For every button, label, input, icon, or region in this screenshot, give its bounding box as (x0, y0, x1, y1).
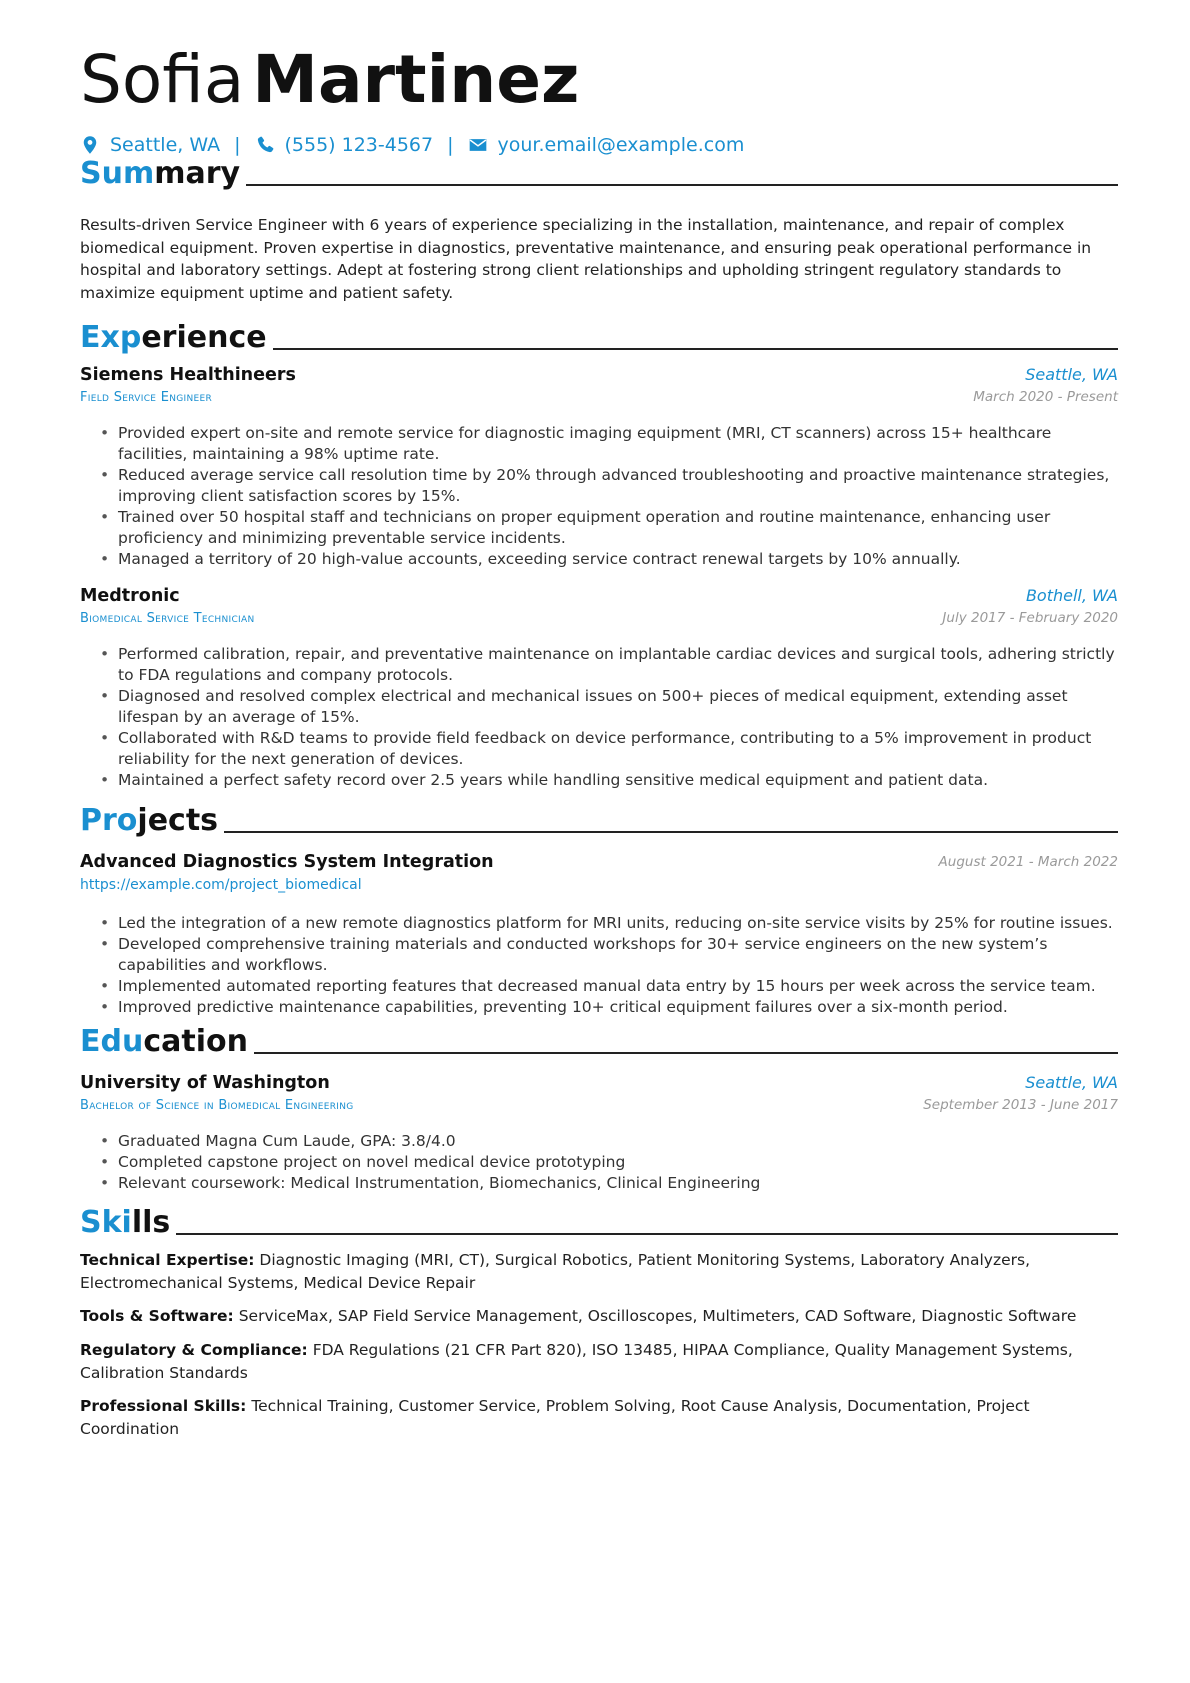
experience-heading (80, 320, 1118, 356)
experience-bullets-siemens (100, 423, 1118, 570)
experience-heading-accent: Exp (80, 320, 142, 355)
map-pin-icon (80, 135, 100, 155)
separator: | (447, 134, 454, 156)
section-rule (176, 1233, 1118, 1235)
project-name: Advanced Diagnostics System Integration (80, 852, 494, 872)
experience-heading-rest: erience (141, 320, 267, 355)
education-bullets (100, 1131, 1118, 1194)
projects-heading-accent: Pro (80, 803, 138, 838)
job-title: Field Service Engineer (80, 390, 213, 405)
list-item: • Completed capstone project on novel medical device prototyping (100, 1152, 1118, 1173)
candidate-name (80, 40, 579, 120)
list-item: • Developed comprehensive training materials and conducted workshops for 30+ service engineers on the new system’s capabilities and workflows. (100, 934, 1118, 976)
list-item: • Relevant coursework: Medical Instrumentation, Biomechanics, Clinical Engineering (100, 1173, 1118, 1194)
skill-row-regulatory (80, 1339, 1118, 1384)
education-heading (80, 1024, 1118, 1060)
list-item: • Trained over 50 hospital staff and technicians on proper equipment operation and routine maintenance, enhancing user proficiency and minimizing preventable service incidents. (100, 507, 1118, 549)
skills-heading-rest: lls (131, 1205, 171, 1240)
skill-label: Professional Skills: (80, 1397, 247, 1415)
projects-heading (80, 803, 1118, 839)
envelope-icon (468, 135, 488, 155)
last-name: Martinez (252, 41, 580, 118)
list-item: • Collaborated with R&D teams to provide field feedback on device performance, contributing to a 5% improvement in product reliability for the next generation of devices. (100, 728, 1118, 770)
company-name: Medtronic (80, 586, 180, 606)
list-item: • Implemented automated reporting features that decreased manual data entry by 15 hours per week across the service team. (100, 976, 1118, 997)
contact-line (80, 134, 744, 156)
list-item: • Managed a territory of 20 high-value accounts, exceeding service contract renewal targets by 10% annually. (100, 549, 1118, 570)
list-item: • Led the integration of a new remote diagnostics platform for MRI units, reducing on-site service visits by 25% for routine issues. (100, 913, 1118, 934)
list-item: • Improved predictive maintenance capabilities, preventing 10+ critical equipment failures over a six-month period. (100, 997, 1118, 1018)
education-dates: September 2013 - June 2017 (923, 1097, 1118, 1113)
section-rule (246, 184, 1118, 186)
skill-label: Technical Expertise: (80, 1251, 255, 1269)
job-dates: July 2017 - February 2020 (942, 610, 1118, 626)
skills-heading (80, 1205, 1118, 1241)
job-dates: March 2020 - Present (973, 389, 1118, 405)
section-rule (224, 831, 1118, 833)
skill-value: ServiceMax, SAP Field Service Management, Oscilloscopes, Multimeters, CAD Software, Diagnostic Software (238, 1307, 1077, 1325)
school-location: Seattle, WA (1025, 1073, 1118, 1092)
projects-heading-rest: jects (137, 803, 219, 838)
list-item: • Provided expert on-site and remote service for diagnostic imaging equipment (MRI, CT scanners) across 15+ healthcare facilities, maintaining a 98% uptime rate. (100, 423, 1118, 465)
phone-link[interactable]: (555) 123-4567 (284, 134, 434, 156)
skill-row-professional (80, 1395, 1118, 1440)
location-text: Seattle, WA (110, 134, 221, 156)
phone-icon (255, 135, 275, 155)
company-name: Siemens Healthineers (80, 365, 296, 385)
project-link[interactable]: https://example.com/project_biomedical (80, 877, 362, 893)
list-item: • Reduced average service call resolution time by 20% through advanced troubleshooting and proactive maintenance strategies, improving client satisfaction scores by 15%. (100, 465, 1118, 507)
section-rule (273, 348, 1118, 350)
school-name: University of Washington (80, 1073, 330, 1093)
project-dates: August 2021 - March 2022 (938, 854, 1118, 870)
summary-heading (80, 156, 1118, 192)
skill-label: Tools & Software: (80, 1307, 234, 1325)
project-bullets (100, 913, 1118, 1018)
list-item: • Graduated Magna Cum Laude, GPA: 3.8/4.0 (100, 1131, 1118, 1152)
degree: Bachelor of Science in Biomedical Engineering (80, 1098, 354, 1113)
skill-value: Diagnostic Imaging (MRI, CT), Surgical Robotics, Patient Monitoring Systems, Laboratory Analyzers, Electromechanical Systems, Medical Device Repair (80, 1251, 1031, 1292)
experience-bullets-medtronic (100, 644, 1118, 791)
first-name: Sofia (80, 41, 245, 118)
list-item: • Diagnosed and resolved complex electrical and mechanical issues on 500+ pieces of medical equipment, extending asset lifespan by an average of 15%. (100, 686, 1118, 728)
summary-heading-accent: Sum (80, 156, 155, 191)
list-item: • Maintained a perfect safety record over 2.5 years while handling sensitive medical equipment and patient data. (100, 770, 1118, 791)
separator: | (234, 134, 241, 156)
job-location: Bothell, WA (1025, 586, 1118, 605)
skill-row-tools (80, 1305, 1118, 1328)
skill-row-technical (80, 1249, 1118, 1294)
skill-value: Technical Training, Customer Service, Problem Solving, Root Cause Analysis, Documentation, Project Coordination (80, 1397, 1030, 1438)
skills-heading-accent: Ski (80, 1205, 132, 1240)
job-title: Biomedical Service Technician (80, 611, 255, 626)
summary-text: Results-driven Service Engineer with 6 years of experience specializing in the installation, maintenance, and repair of complex biomedical equipment. Proven expertise in diagnostics, preventative maintenance, and ensuring peak operational performance in hospital and laboratory settings. Adept at fostering strong client relationships and upholding stringent regulatory standards to maximize equipment uptime and patient safety. (80, 216, 1092, 302)
job-location: Seattle, WA (1025, 365, 1118, 384)
education-heading-accent: Edu (80, 1024, 144, 1059)
section-rule (254, 1052, 1118, 1054)
email-link[interactable]: your.email@example.com (497, 134, 745, 156)
list-item: • Performed calibration, repair, and preventative maintenance on implantable cardiac devices and surgical tools, adhering strictly to FDA regulations and company protocols. (100, 644, 1118, 686)
education-heading-rest: cation (143, 1024, 248, 1059)
skill-value: FDA Regulations (21 CFR Part 820), ISO 13485, HIPAA Compliance, Quality Management Systems, Calibration Standards (80, 1341, 1073, 1382)
summary-heading-rest: mary (154, 156, 241, 191)
skill-label: Regulatory & Compliance: (80, 1341, 308, 1359)
